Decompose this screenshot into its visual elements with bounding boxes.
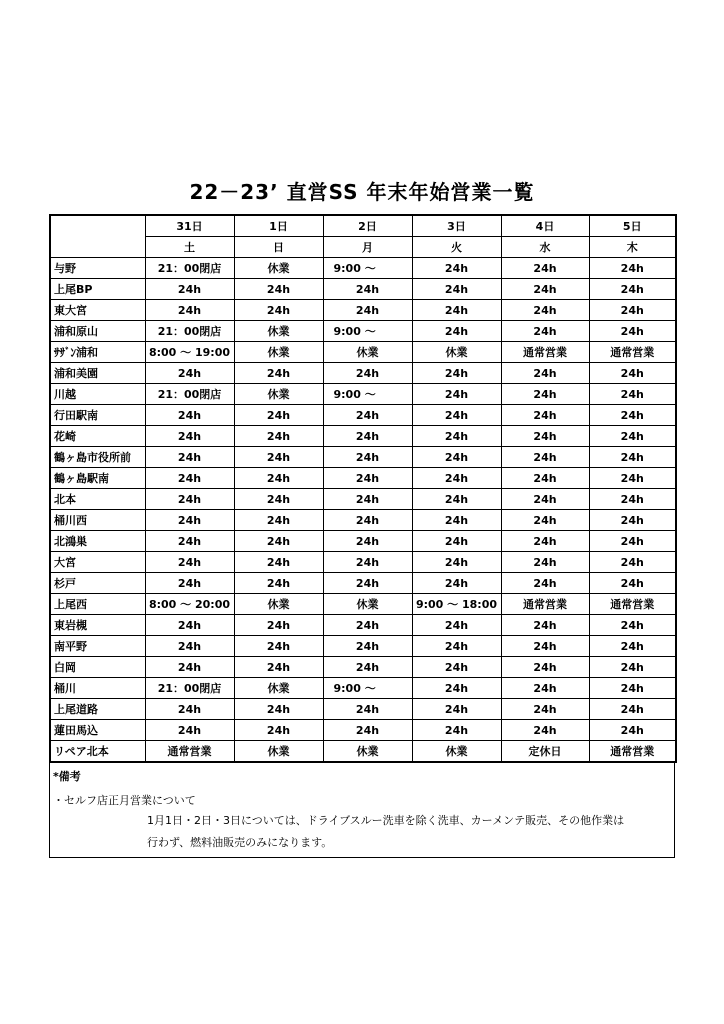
hours-cell: 24h bbox=[589, 300, 676, 321]
date-header: 3日 bbox=[412, 215, 501, 237]
hours-cell: 24h bbox=[412, 573, 501, 594]
hours-cell: 24h bbox=[501, 426, 589, 447]
hours-cell: 24h bbox=[145, 636, 234, 657]
date-header: 1日 bbox=[234, 215, 323, 237]
hours-cell: 24h bbox=[234, 510, 323, 531]
hours-cell: 24h bbox=[145, 405, 234, 426]
hours-cell: 24h bbox=[412, 489, 501, 510]
hours-cell: 24h bbox=[412, 426, 501, 447]
notes-line-2: 行わず、燃料油販売のみになります。 bbox=[147, 836, 333, 849]
date-header: 2日 bbox=[323, 215, 412, 237]
station-row bbox=[50, 720, 676, 741]
hours-cell: 24h bbox=[323, 636, 412, 657]
hours-cell: 24h bbox=[234, 552, 323, 573]
hours-cell: 24h bbox=[234, 657, 323, 678]
hours-cell: 24h bbox=[323, 552, 412, 573]
hours-cell: 24h bbox=[501, 300, 589, 321]
hours-cell: 8:00 ～ 20:00 bbox=[145, 594, 234, 615]
hours-cell: 21：00閉店 bbox=[145, 258, 234, 279]
station-row bbox=[50, 447, 676, 468]
station-row bbox=[50, 279, 676, 300]
hours-cell: 24h bbox=[234, 489, 323, 510]
hours-cell: 通常営業 bbox=[589, 741, 676, 763]
station-row bbox=[50, 552, 676, 573]
hours-cell: 24h bbox=[234, 531, 323, 552]
station-row bbox=[50, 615, 676, 636]
notes-box bbox=[49, 762, 675, 858]
hours-cell: 24h bbox=[501, 363, 589, 384]
hours-cell: 24h bbox=[234, 636, 323, 657]
hours-cell: 24h bbox=[412, 258, 501, 279]
station-row bbox=[50, 489, 676, 510]
hours-cell: 24h bbox=[501, 510, 589, 531]
station-row bbox=[50, 405, 676, 426]
station-row bbox=[50, 657, 676, 678]
hours-cell: 24h bbox=[501, 321, 589, 342]
hours-cell: 24h bbox=[589, 699, 676, 720]
hours-cell: 24h bbox=[145, 300, 234, 321]
hours-cell: 24h bbox=[501, 384, 589, 405]
hours-cell: 24h bbox=[234, 405, 323, 426]
station-name: 浦和原山 bbox=[50, 321, 145, 342]
hours-cell: 24h bbox=[323, 531, 412, 552]
station-row bbox=[50, 678, 676, 699]
hours-cell: 24h bbox=[323, 573, 412, 594]
hours-cell: 休業 bbox=[412, 741, 501, 763]
hours-cell: 24h bbox=[234, 363, 323, 384]
hours-cell: 24h bbox=[145, 489, 234, 510]
hours-cell: 24h bbox=[145, 426, 234, 447]
station-name: 鶴ヶ島駅南 bbox=[50, 468, 145, 489]
hours-cell: 24h bbox=[412, 657, 501, 678]
hours-cell: 休業 bbox=[234, 384, 323, 405]
hours-cell: 24h bbox=[412, 300, 501, 321]
hours-cell: 9:00 ～ bbox=[323, 321, 412, 342]
hours-cell: 24h bbox=[589, 321, 676, 342]
hours-cell: 休業 bbox=[234, 321, 323, 342]
hours-cell: 24h bbox=[589, 552, 676, 573]
hours-cell: 24h bbox=[234, 699, 323, 720]
hours-cell: 24h bbox=[589, 678, 676, 699]
hours-cell: 通常営業 bbox=[145, 741, 234, 763]
station-name: 東岩槻 bbox=[50, 615, 145, 636]
hours-cell: 9:00 ～ 18:00 bbox=[412, 594, 501, 615]
hours-cell: 24h bbox=[323, 468, 412, 489]
hours-cell: 24h bbox=[589, 468, 676, 489]
station-name: 東大宮 bbox=[50, 300, 145, 321]
hours-cell: 24h bbox=[501, 720, 589, 741]
hours-cell: 24h bbox=[501, 468, 589, 489]
weekday-header: 土 bbox=[145, 237, 234, 258]
station-name: 上尾BP bbox=[50, 279, 145, 300]
hours-cell: 24h bbox=[589, 657, 676, 678]
hours-cell: 24h bbox=[589, 426, 676, 447]
hours-cell: 24h bbox=[589, 489, 676, 510]
hours-cell: 21：00閉店 bbox=[145, 321, 234, 342]
hours-cell: 24h bbox=[412, 720, 501, 741]
station-name: 鶴ヶ島市役所前 bbox=[50, 447, 145, 468]
station-row bbox=[50, 426, 676, 447]
hours-cell: 24h bbox=[323, 363, 412, 384]
station-row bbox=[50, 321, 676, 342]
station-name: 杉戸 bbox=[50, 573, 145, 594]
hours-cell: 24h bbox=[589, 258, 676, 279]
hours-cell: 休業 bbox=[234, 258, 323, 279]
hours-cell: 24h bbox=[412, 279, 501, 300]
hours-cell: 24h bbox=[145, 699, 234, 720]
hours-cell: 24h bbox=[412, 531, 501, 552]
date-header: 5日 bbox=[589, 215, 676, 237]
hours-cell: 休業 bbox=[323, 741, 412, 763]
hours-cell: 24h bbox=[501, 258, 589, 279]
notes-line-1: 1月1日・2日・3日については、ドライブスルー洗車を除く洗車、カーメンテ販売、その他作業は bbox=[147, 814, 625, 827]
hours-cell: 24h bbox=[412, 699, 501, 720]
station-name: 南平野 bbox=[50, 636, 145, 657]
hours-cell: 24h bbox=[589, 384, 676, 405]
hours-cell: 24h bbox=[145, 363, 234, 384]
hours-cell: 24h bbox=[589, 363, 676, 384]
station-name: 桶川 bbox=[50, 678, 145, 699]
hours-cell: 24h bbox=[145, 552, 234, 573]
hours-cell: 24h bbox=[501, 279, 589, 300]
hours-cell: 24h bbox=[145, 615, 234, 636]
hours-cell: 24h bbox=[589, 636, 676, 657]
hours-cell: 24h bbox=[323, 699, 412, 720]
hours-cell: 休業 bbox=[234, 594, 323, 615]
station-row bbox=[50, 699, 676, 720]
station-name: 桶川西 bbox=[50, 510, 145, 531]
hours-cell: 24h bbox=[589, 510, 676, 531]
hours-cell: 24h bbox=[234, 468, 323, 489]
station-name: 大宮 bbox=[50, 552, 145, 573]
hours-cell: 24h bbox=[323, 405, 412, 426]
hours-cell: 24h bbox=[412, 447, 501, 468]
hours-cell: 24h bbox=[412, 321, 501, 342]
hours-cell: 24h bbox=[412, 405, 501, 426]
station-name: 北本 bbox=[50, 489, 145, 510]
station-name: 北鴻巣 bbox=[50, 531, 145, 552]
hours-cell: 24h bbox=[323, 615, 412, 636]
hours-cell: 24h bbox=[501, 531, 589, 552]
hours-cell: 24h bbox=[589, 573, 676, 594]
hours-cell: 24h bbox=[412, 468, 501, 489]
hours-cell: 24h bbox=[234, 447, 323, 468]
station-name: 川越 bbox=[50, 384, 145, 405]
page-title: 22－23’ 直営SS 年末年始営業一覧 bbox=[189, 180, 535, 204]
notes-subheading: ・セルフ店正月営業について bbox=[53, 794, 196, 807]
hours-cell: 24h bbox=[234, 573, 323, 594]
hours-cell: 休業 bbox=[323, 342, 412, 363]
hours-cell: 24h bbox=[501, 678, 589, 699]
hours-cell: 24h bbox=[501, 573, 589, 594]
hours-cell: 24h bbox=[234, 615, 323, 636]
hours-cell: 9:00 ～ bbox=[323, 678, 412, 699]
hours-cell: 24h bbox=[501, 552, 589, 573]
hours-cell: 休業 bbox=[234, 741, 323, 763]
hours-cell: 24h bbox=[412, 678, 501, 699]
hours-cell: 24h bbox=[323, 657, 412, 678]
hours-cell: 24h bbox=[234, 300, 323, 321]
hours-cell: 24h bbox=[589, 279, 676, 300]
hours-cell: 24h bbox=[323, 300, 412, 321]
weekday-header: 火 bbox=[412, 237, 501, 258]
hours-cell: 24h bbox=[323, 426, 412, 447]
station-name: 花崎 bbox=[50, 426, 145, 447]
hours-cell: 24h bbox=[501, 636, 589, 657]
hours-cell: 24h bbox=[501, 405, 589, 426]
station-row bbox=[50, 363, 676, 384]
hours-cell: 24h bbox=[589, 720, 676, 741]
hours-cell: 24h bbox=[412, 615, 501, 636]
hours-cell: 通常営業 bbox=[589, 342, 676, 363]
hours-cell: 24h bbox=[145, 531, 234, 552]
station-row bbox=[50, 594, 676, 615]
station-name: 白岡 bbox=[50, 657, 145, 678]
station-row bbox=[50, 258, 676, 279]
weekday-header: 木 bbox=[589, 237, 676, 258]
station-name: 蓮田馬込 bbox=[50, 720, 145, 741]
station-rows bbox=[50, 258, 676, 763]
hours-cell: 24h bbox=[145, 279, 234, 300]
hours-cell: 24h bbox=[145, 510, 234, 531]
hours-cell: 9:00 ～ bbox=[323, 384, 412, 405]
station-row bbox=[50, 531, 676, 552]
hours-cell: 24h bbox=[501, 657, 589, 678]
hours-cell: 通常営業 bbox=[501, 342, 589, 363]
hours-cell: 24h bbox=[412, 552, 501, 573]
hours-cell: 21：00閉店 bbox=[145, 678, 234, 699]
hours-cell: 24h bbox=[501, 489, 589, 510]
station-row bbox=[50, 468, 676, 489]
station-name: ｻｻﾞﾝ浦和 bbox=[50, 342, 145, 363]
station-name: 上尾西 bbox=[50, 594, 145, 615]
hours-cell: 24h bbox=[323, 489, 412, 510]
hours-cell: 24h bbox=[323, 720, 412, 741]
station-row bbox=[50, 636, 676, 657]
hours-cell: 24h bbox=[589, 447, 676, 468]
hours-cell: 24h bbox=[145, 720, 234, 741]
hours-cell: 24h bbox=[323, 279, 412, 300]
station-name: 行田駅南 bbox=[50, 405, 145, 426]
hours-cell: 9:00 ～ bbox=[323, 258, 412, 279]
hours-cell: 24h bbox=[145, 447, 234, 468]
station-row bbox=[50, 300, 676, 321]
date-header: 4日 bbox=[501, 215, 589, 237]
weekday-header: 月 bbox=[323, 237, 412, 258]
station-name: 浦和美園 bbox=[50, 363, 145, 384]
hours-cell: 24h bbox=[501, 447, 589, 468]
hours-cell: 休業 bbox=[323, 594, 412, 615]
hours-cell: 休業 bbox=[234, 678, 323, 699]
hours-cell: 休業 bbox=[412, 342, 501, 363]
station-row bbox=[50, 342, 676, 363]
hours-cell: 24h bbox=[234, 720, 323, 741]
hours-cell: 通常営業 bbox=[589, 594, 676, 615]
hours-cell: 24h bbox=[412, 363, 501, 384]
hours-cell: 21：00閉店 bbox=[145, 384, 234, 405]
station-row bbox=[50, 510, 676, 531]
hours-cell: 休業 bbox=[234, 342, 323, 363]
hours-cell: 24h bbox=[323, 447, 412, 468]
hours-cell: 24h bbox=[145, 657, 234, 678]
hours-cell: 24h bbox=[323, 510, 412, 531]
hours-cell: 24h bbox=[412, 384, 501, 405]
hours-cell: 24h bbox=[501, 699, 589, 720]
date-header-row bbox=[50, 215, 676, 237]
station-name: 与野 bbox=[50, 258, 145, 279]
schedule-table bbox=[49, 214, 677, 763]
hours-cell: 24h bbox=[589, 405, 676, 426]
station-row bbox=[50, 741, 676, 763]
station-name: 上尾道路 bbox=[50, 699, 145, 720]
station-name: リペア北本 bbox=[50, 741, 145, 763]
hours-cell: 24h bbox=[234, 279, 323, 300]
hours-cell: 24h bbox=[412, 636, 501, 657]
hours-cell: 24h bbox=[501, 615, 589, 636]
notes-heading: *備考 bbox=[53, 770, 81, 783]
weekday-header: 日 bbox=[234, 237, 323, 258]
hours-cell: 24h bbox=[412, 510, 501, 531]
station-row bbox=[50, 573, 676, 594]
hours-cell: 24h bbox=[145, 573, 234, 594]
corner-cell bbox=[50, 215, 145, 258]
hours-cell: 24h bbox=[589, 531, 676, 552]
hours-cell: 8:00 ～ 19:00 bbox=[145, 342, 234, 363]
date-header: 31日 bbox=[145, 215, 234, 237]
hours-cell: 24h bbox=[234, 426, 323, 447]
hours-cell: 定休日 bbox=[501, 741, 589, 763]
hours-cell: 24h bbox=[589, 615, 676, 636]
hours-cell: 24h bbox=[145, 468, 234, 489]
hours-cell: 通常営業 bbox=[501, 594, 589, 615]
weekday-header: 水 bbox=[501, 237, 589, 258]
station-row bbox=[50, 384, 676, 405]
